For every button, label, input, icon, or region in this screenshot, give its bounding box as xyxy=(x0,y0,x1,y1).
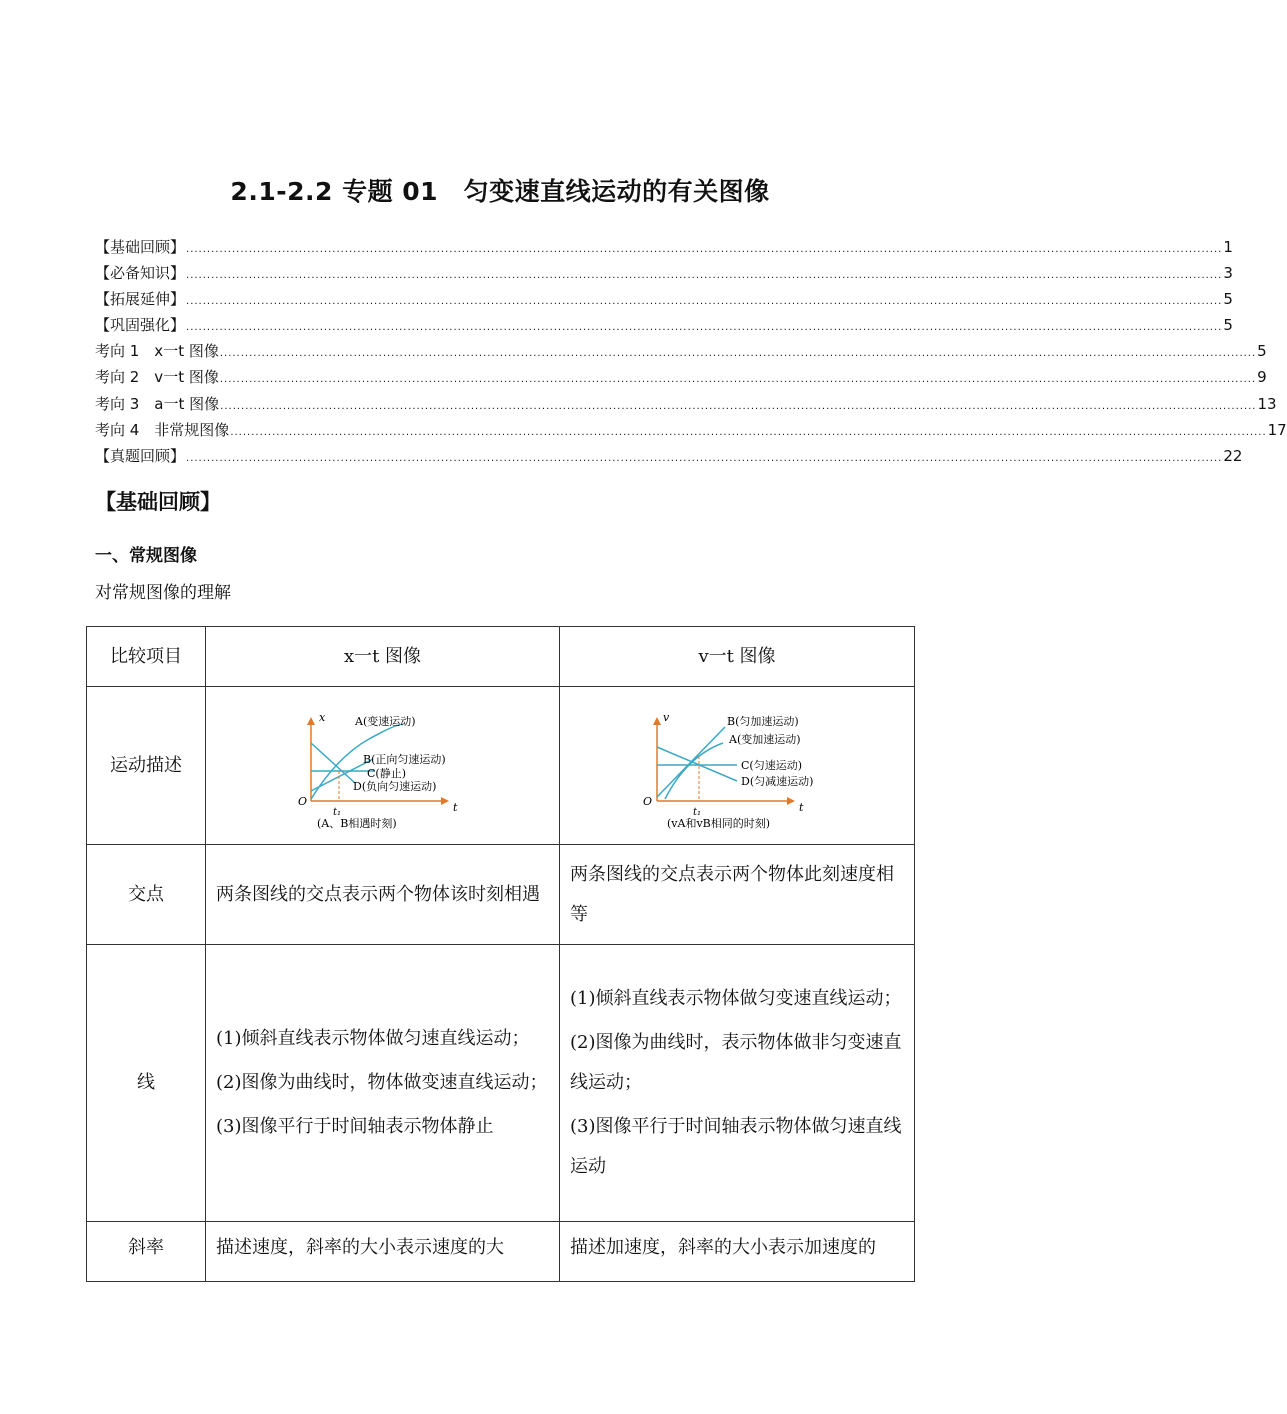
y-axis-arrow xyxy=(653,717,661,725)
toc-entry[interactable]: 【巩固强化】 ........................................................................................................................................................................................................................................................ 5 xyxy=(95,316,1233,335)
header-vt: v一t 图像 xyxy=(560,627,915,687)
xt-cell xyxy=(206,945,560,1222)
vt-graph xyxy=(637,701,837,831)
toc-label: 【真题回顾】 xyxy=(95,446,186,465)
xt-t1: t₁ xyxy=(332,806,341,818)
xt-axis-x-label: t xyxy=(452,800,457,814)
vt-origin: O xyxy=(643,794,653,808)
sub-heading: 一、常规图像 xyxy=(95,546,197,566)
xt-origin: O xyxy=(297,794,307,808)
toc-page: 5 xyxy=(1223,290,1233,309)
xt-caption: (A、B相遇时刻) xyxy=(316,816,397,830)
xt-cell: 两条图线的交点表示两个物体该时刻相遇 xyxy=(206,845,560,945)
vt-line-point: (3)图像平行于时间轴表示物体做匀速直线运动 xyxy=(570,1116,902,1177)
section-heading: 【基础回顾】 xyxy=(95,490,221,514)
toc-page: 1 xyxy=(1223,238,1233,256)
toc-page: 13 xyxy=(1257,394,1277,413)
toc-page: 3 xyxy=(1223,264,1233,283)
header-item: 比较项目 xyxy=(87,627,206,687)
header-xt: x一t 图像 xyxy=(206,627,560,687)
toc-label: 考向 3 a一t 图像 xyxy=(95,394,220,413)
vt-caption: (vA和vB相同的时刻) xyxy=(667,816,771,830)
vt-label-d: D(匀减速运动) xyxy=(741,774,814,788)
toc-label: 考向 2 v一t 图像 xyxy=(95,368,219,387)
xt-graph xyxy=(293,701,473,831)
xt-label-d: D(负向匀速运动) xyxy=(352,779,436,793)
table-row xyxy=(87,1222,915,1282)
row-label: 线 xyxy=(87,945,206,1222)
xt-label-c: C(静止) xyxy=(366,766,406,780)
toc-entry[interactable]: 【拓展延伸】 ........................................................................................................................................................................................................................................................ 5 xyxy=(95,290,1233,309)
toc-entry[interactable]: 考向 1 x一t 图像 ........................................................................................................................................................................................................................................................ 5 xyxy=(95,342,1267,361)
page-title: 2.1-2.2 专题 01 匀变速直线运动的有关图像 xyxy=(230,177,770,206)
xt-line-point: (2)图像为曲线时，物体做变速直线运动； xyxy=(216,1072,548,1093)
toc-entry[interactable]: 考向 4 非常规图像 ........................................................................................................................................................................................................................................................ 17 xyxy=(95,420,1287,439)
xt-axis-y-label: x xyxy=(318,710,325,724)
row-label: 交点 xyxy=(87,845,206,945)
vt-axis-x-label: t xyxy=(799,800,804,814)
xt-line-point: (1)倾斜直线表示物体做匀速直线运动； xyxy=(216,1028,530,1049)
table-header-row xyxy=(87,627,915,687)
toc-label: 考向 1 x一t 图像 xyxy=(95,342,219,361)
comparison-table xyxy=(86,626,915,1282)
vt-t1: t₁ xyxy=(693,806,702,818)
toc-entry[interactable]: 考向 2 v一t 图像 ........................................................................................................................................................................................................................................................ 9 xyxy=(95,368,1267,387)
line-d xyxy=(311,743,355,783)
vt-graph-cell xyxy=(560,687,915,845)
toc-label: 考向 4 非常规图像 xyxy=(95,420,230,439)
toc-page: 9 xyxy=(1257,368,1267,387)
x-axis-arrow xyxy=(787,797,795,805)
vt-cell: 两条图线的交点表示两个物体此刻速度相等 xyxy=(560,845,915,945)
toc-entry[interactable]: 考向 3 a一t 图像 ........................................................................................................................................................................................................................................................ 13 xyxy=(95,394,1277,413)
vt-cell: 描述加速度，斜率的大小表示加速度的 xyxy=(560,1222,915,1282)
toc-page: 5 xyxy=(1257,342,1267,361)
x-axis-arrow xyxy=(441,797,449,805)
xt-cell: 描述速度，斜率的大小表示速度的大 xyxy=(206,1222,560,1282)
table-row xyxy=(87,845,915,945)
toc-label: 【拓展延伸】 xyxy=(95,290,186,309)
xt-label-a: A(变速运动) xyxy=(354,714,416,728)
toc-page: 17 xyxy=(1267,420,1287,439)
vt-axis-y-label: v xyxy=(663,710,670,724)
row-label: 运动描述 xyxy=(87,687,206,845)
table-of-contents xyxy=(95,236,1287,471)
xt-label-b: B(正向匀速运动) xyxy=(362,752,446,766)
vt-label-b: B(匀加速运动) xyxy=(727,714,799,728)
toc-label: 【必备知识】 xyxy=(95,264,186,283)
y-axis-arrow xyxy=(307,717,315,725)
xt-line-point: (3)图像平行于时间轴表示物体静止 xyxy=(216,1116,494,1137)
xt-graph-cell xyxy=(206,687,560,845)
table-row xyxy=(87,687,915,845)
toc-page: 22 xyxy=(1223,446,1243,465)
toc-label: 【基础回顾】 xyxy=(95,238,186,256)
vt-cell xyxy=(560,945,915,1222)
table-row xyxy=(87,945,915,1222)
vt-line-point: (1)倾斜直线表示物体做匀变速直线运动； xyxy=(570,988,902,1009)
row-label: 斜率 xyxy=(87,1222,206,1282)
vt-label-c: C(匀速运动) xyxy=(741,758,802,772)
toc-entry[interactable]: 【真题回顾】 ........................................................................................................................................................................................................................................................ 22 xyxy=(95,446,1243,465)
toc-entry[interactable]: 【基础回顾】 ........................................................................................................................................................................................................................................................ 1 xyxy=(95,238,1233,256)
toc-page: 5 xyxy=(1223,316,1233,335)
line-d xyxy=(657,747,737,781)
vt-line-point: (2)图像为曲线时，表示物体做非匀变速直线运动； xyxy=(570,1032,902,1093)
intro-text: 对常规图像的理解 xyxy=(95,583,231,603)
vt-label-a: A(变加速运动) xyxy=(729,732,801,746)
toc-label: 【巩固强化】 xyxy=(95,316,186,335)
toc-entry[interactable]: 【必备知识】 ........................................................................................................................................................................................................................................................ 3 xyxy=(95,264,1233,283)
